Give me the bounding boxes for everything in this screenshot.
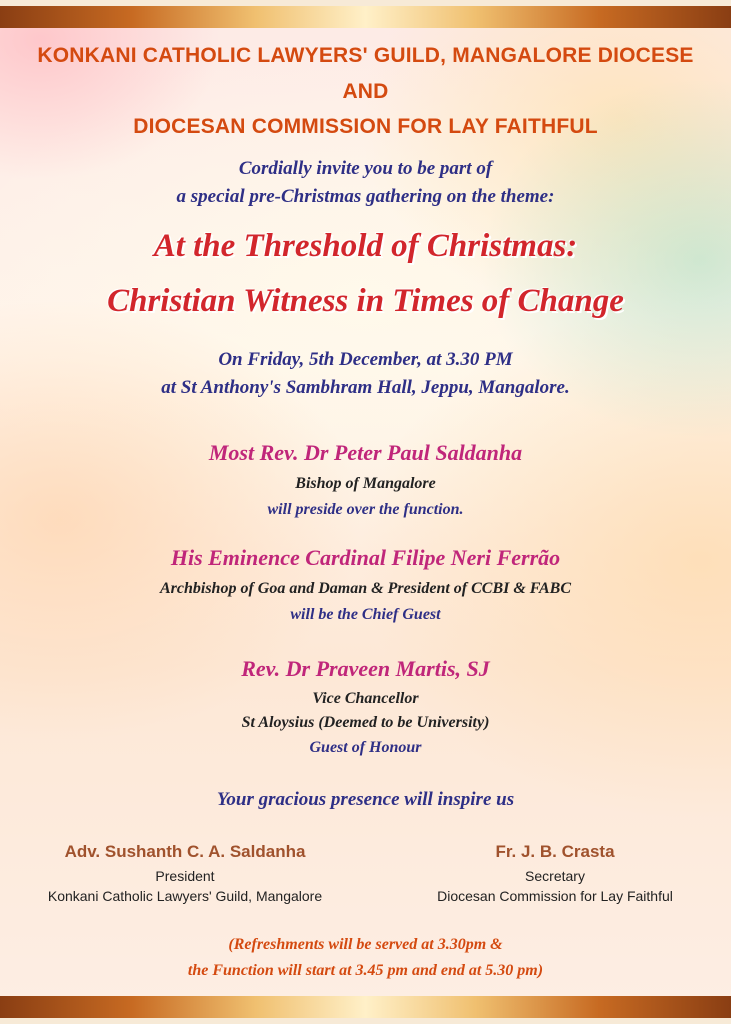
note-line-2: the Function will start at 3.45 pm and end at 5.30 pm) bbox=[187, 962, 544, 979]
signatory-left-role: President bbox=[155, 868, 215, 884]
signatory-left-name: Adv. Sushanth C. A. Saldanha bbox=[64, 842, 306, 861]
guest-3-title: Vice Chancellor bbox=[312, 690, 419, 707]
signatory-right-name: Fr. J. B. Crasta bbox=[495, 842, 615, 861]
signatory-right bbox=[400, 842, 710, 904]
theme-line-2: Christian Witness in Times of Change bbox=[107, 283, 624, 319]
guest-2-role: will be the Chief Guest bbox=[290, 606, 441, 623]
guest-3-role: Guest of Honour bbox=[309, 739, 422, 756]
theme-line-1: At the Threshold of Christmas: bbox=[153, 228, 578, 264]
note-line-1: (Refreshments will be served at 3.30pm & bbox=[228, 936, 503, 953]
header-line-3: DIOCESAN COMMISSION FOR LAY FAITHFUL bbox=[133, 115, 598, 138]
guest-3-name: Rev. Dr Praveen Martis, SJ bbox=[241, 656, 490, 681]
guest-1-name: Most Rev. Dr Peter Paul Saldanha bbox=[208, 440, 523, 465]
signatory-right-org: Diocesan Commission for Lay Faithful bbox=[437, 888, 673, 904]
signatory-right-role: Secretary bbox=[525, 868, 585, 884]
guest-2-title: Archbishop of Goa and Daman & President of CCBI & FABC bbox=[159, 580, 572, 597]
signatory-left-org: Konkani Catholic Lawyers' Guild, Mangalore bbox=[47, 888, 323, 904]
invite-line-1: Cordially invite you to be part of bbox=[238, 158, 493, 179]
guest-1-title: Bishop of Mangalore bbox=[295, 475, 436, 492]
event-venue: at St Anthony's Sambhram Hall, Jeppu, Mangalore. bbox=[161, 377, 570, 398]
event-date: On Friday, 5th December, at 3.30 PM bbox=[218, 349, 513, 370]
guest-3-title-2: St Aloysius (Deemed to be University) bbox=[241, 714, 490, 731]
signatory-left bbox=[10, 842, 360, 904]
bottom-gold-border bbox=[0, 996, 731, 1018]
top-gold-border bbox=[0, 6, 731, 28]
invite-line-2: a special pre-Christmas gathering on the theme: bbox=[176, 186, 555, 207]
guest-2-name: His Eminence Cardinal Filipe Neri Ferrão bbox=[170, 545, 561, 570]
guest-1-role: will preside over the function. bbox=[267, 501, 464, 518]
header-line-2: AND bbox=[342, 80, 389, 103]
closing-line: Your gracious presence will inspire us bbox=[216, 789, 515, 810]
bottom-border-edge bbox=[0, 1018, 731, 1024]
header-line-1: KONKANI CATHOLIC LAWYERS' GUILD, MANGALORE DIOCESE bbox=[37, 44, 694, 67]
